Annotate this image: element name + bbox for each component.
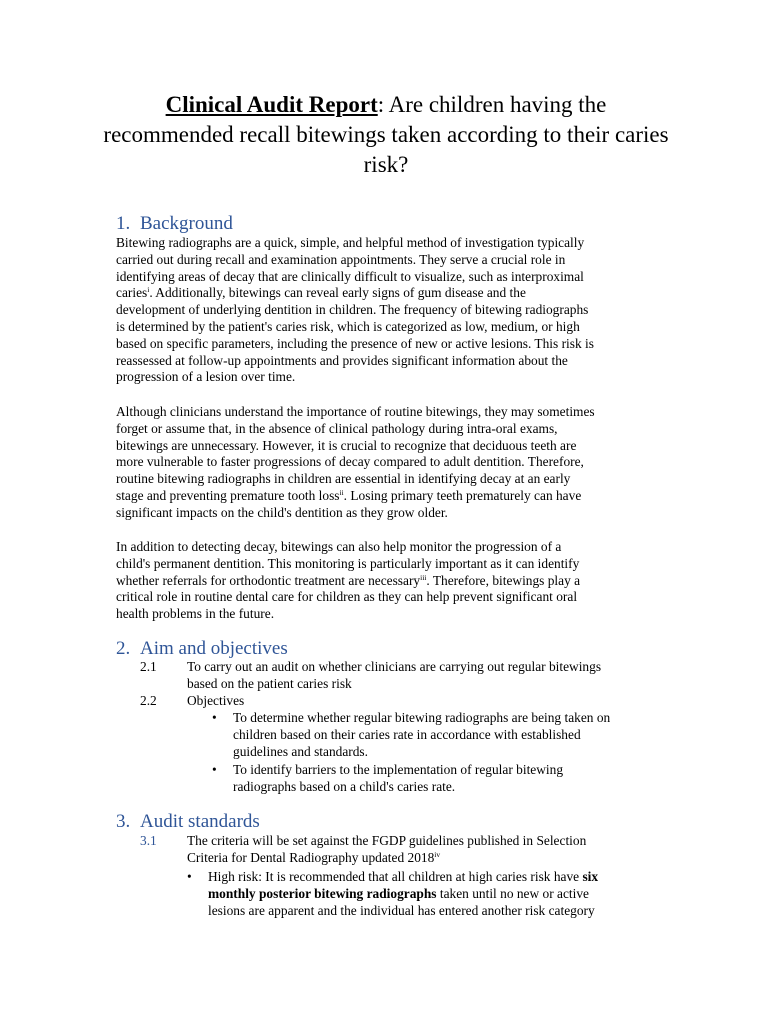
section-title: Aim and objectives: [140, 638, 288, 659]
text-line: [116, 285, 676, 302]
text-line: bitewings are unnecessary. However, it is crucial to recognize that deciduous teeth are: [116, 437, 577, 453]
standard-item-text: [187, 833, 687, 867]
bullet-icon: •: [187, 869, 192, 884]
text-line: Bitewing radiographs are a quick, simple, and helpful method of investigation typically: [116, 235, 585, 250]
objective-item: [233, 710, 610, 760]
background-paragraph-2: [116, 404, 676, 522]
bullet-icon: •: [212, 762, 217, 777]
text-line: carried out during recall and examination appointments. They serve a crucial role in: [116, 251, 566, 267]
bullet-icon: •: [212, 710, 217, 725]
item-number: 3.1: [140, 833, 157, 848]
text-line: is determined by the patient's caries risk, which is categorized as low, medium, or high: [116, 318, 580, 334]
text-line: [116, 488, 676, 505]
text-line: routine bitewing radiographs in children are essential in identifying decay at an early: [116, 471, 571, 487]
text-fragment: caries: [116, 285, 148, 301]
text-fragment: . Therefore, bitewings play a: [426, 572, 581, 588]
text-fragment: taken until no new or active: [436, 885, 589, 901]
text-line: forget or assume that, in the absence of clinical pathology during intra-oral exams,: [116, 420, 558, 436]
standard-high-risk: [208, 869, 598, 919]
text-line: based on the patient caries risk: [187, 675, 352, 691]
section-number: 2.: [116, 638, 131, 659]
emphasis: monthly posterior bitewing radiographs: [208, 885, 437, 901]
text-line: radiographs based on a child's caries rate.: [233, 778, 456, 794]
text-line: significant impacts on the child's dentition as they grow older.: [116, 504, 448, 520]
background-paragraph-3: [116, 539, 676, 623]
text-line: The criteria will be set against the FGDP guidelines published in Selection: [187, 833, 587, 848]
section-title: Background: [140, 213, 233, 234]
text-fragment: . Losing primary teeth prematurely can have: [343, 487, 582, 503]
footnote-ref: iii: [420, 572, 427, 582]
section-number: 3.: [116, 811, 131, 832]
text-line: progression of a lesion over time.: [116, 369, 296, 385]
section-number: 1.: [116, 213, 131, 234]
text-line: children based on their caries rate in accordance with established: [233, 726, 581, 742]
aim-item-text: [187, 659, 687, 693]
text-fragment: . Additionally, bitewings can reveal early signs of gum disease and the: [149, 285, 526, 301]
text-fragment: High risk: It is recommended that all children at high caries risk have: [208, 869, 583, 884]
text-fragment: whether referrals for orthodontic treatment are necessary: [116, 572, 421, 588]
text-line: reassessed at follow-up appointments and provides significant information about the: [116, 352, 568, 368]
text-fragment: Criteria for Dental Radiography updated 2018: [187, 849, 435, 865]
footnote-ref: iv: [434, 849, 441, 859]
text-line: guidelines and standards.: [233, 743, 368, 759]
footnote-ref: ii: [339, 487, 344, 497]
text-line: [187, 850, 687, 867]
text-line: health problems in the future.: [116, 606, 275, 622]
report-title: [100, 90, 672, 180]
section-heading-background: [116, 213, 233, 235]
text-line: critical role in routine dental care for children as they can help prevent significant oral: [116, 589, 578, 605]
text-fragment: stage and preventing premature tooth loss: [116, 487, 340, 503]
objectives-label: Objectives: [187, 693, 245, 708]
text-line: identifying areas of decay that are clinically difficult to visualize, such as interproximal: [116, 268, 584, 284]
text-line: more vulnerable to faster progressions of decay compared to adult dentition. Therefore,: [116, 454, 584, 470]
text-line: In addition to detecting decay, bitewings can also help monitor the progression of a: [116, 539, 562, 554]
report-title-lead: Clinical Audit Report: [165, 92, 378, 117]
text-line: development of underlying dentition in children. The frequency of bitewing radiographs: [116, 302, 589, 318]
objective-item: [233, 762, 563, 796]
text-line: To determine whether regular bitewing radiographs are being taken on: [233, 710, 611, 725]
item-number: 2.2: [140, 693, 157, 708]
text-line: based on specific parameters, including the presence of new or active lesions. This risk is: [116, 335, 594, 351]
text-line: To identify barriers to the implementation of regular bitewing: [233, 762, 564, 777]
item-number: 2.1: [140, 659, 157, 674]
text-line: Although clinicians understand the importance of routine bitewings, they may sometimes: [116, 404, 595, 419]
report-title-question: : Are children having the recommended recall bitewings taken according to their caries risk?: [103, 92, 669, 177]
emphasis: six: [582, 869, 599, 884]
text-line: [208, 886, 598, 903]
section-heading-aims: [116, 638, 288, 660]
footnote-ref: i: [147, 285, 150, 295]
text-line: child's permanent dentition. This monitoring is particularly important as it can identify: [116, 555, 580, 571]
background-paragraph-1: [116, 235, 676, 386]
text-line: To carry out an audit on whether clinicians are carrying out regular bitewings: [187, 659, 602, 674]
text-line: [116, 573, 676, 590]
section-heading-standards: [116, 811, 260, 833]
text-line: lesions are apparent and the individual has entered another risk category: [208, 902, 595, 918]
section-title: Audit standards: [140, 811, 260, 832]
text-line: [208, 869, 598, 886]
